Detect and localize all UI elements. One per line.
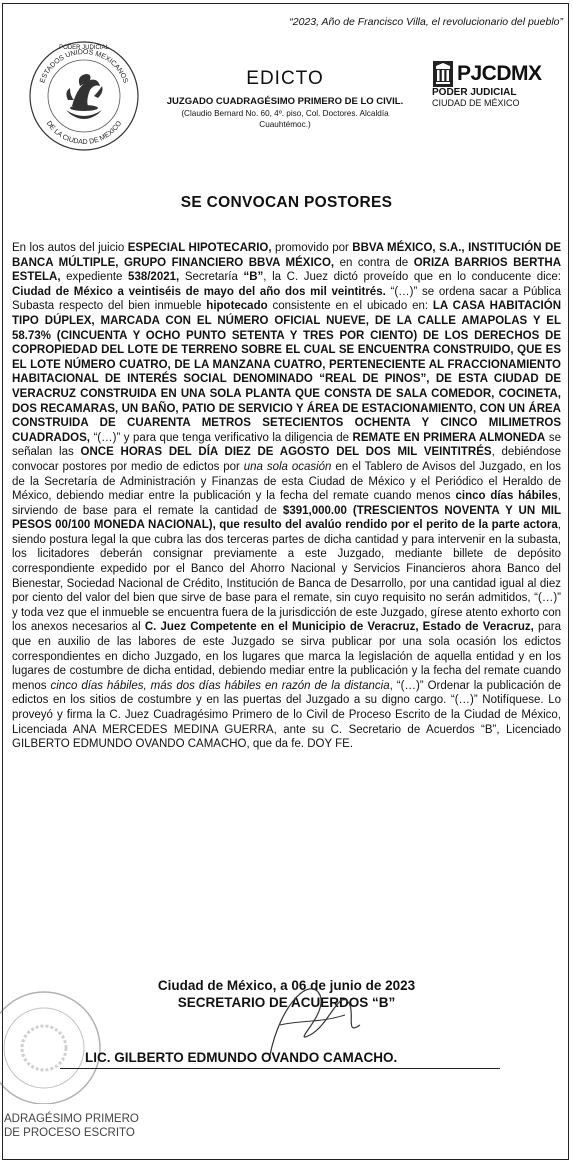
body-text: En los autos del juicio: [12, 242, 128, 254]
signature-role: SECRETARIO DE ACUERDOS “B”: [177, 995, 396, 1010]
body-text: se señalan las: [12, 431, 562, 459]
body-text: expediente: [60, 271, 129, 284]
document-title: EDICTO: [246, 68, 324, 89]
body-italic: cinco días hábiles, más dos días hábiles en razón de la distancia: [50, 679, 390, 692]
body-text: Secretaría: [179, 271, 244, 284]
stamp-text: [4, 1112, 139, 1140]
logo-line-2: CIUDAD DE MÉXICO: [432, 98, 520, 108]
body-bold: hipotecado: [206, 300, 268, 313]
document-header: [165, 68, 405, 130]
seal-ring-label: PODER JUDICIAL: [59, 45, 109, 51]
official-motto: “2023, Año de Francisco Villa, el revolucionario del pueblo”: [289, 16, 563, 28]
signatory-name: LIC. GILBERTO EDMUNDO OVANDO CAMACHO.: [85, 1050, 398, 1065]
body-text: promovido por: [271, 242, 353, 254]
body-text: consistente en el ubicado en:: [267, 300, 433, 313]
seal-ring-top: ESTADOS UNIDOS MEXICANOS: [39, 48, 129, 85]
base-amount: $391,000.00 (TRESCIENTOS NOVENTA Y UN MIL PESOS 00/100 MONEDA NACIONAL), que resulto del avalúo rendido por el perito de la parte actora: [12, 504, 561, 532]
pjcdmx-logo: [432, 60, 564, 108]
defendant-name: ORIZA BARRIOS BERTHA ESTELA,: [12, 256, 562, 284]
body-italic: una sola ocasión: [243, 460, 332, 473]
body-text: , siendo postura legal la que cubra las dos terceras partes de dicha cantidad y para intervenir en la subasta, los licitadores deberán consignar previamente a este Juzgado, mediante billete de depósito correspondiente expedido por el Banco del Ahorro Nacional y Servicios Financieros ahora Banco del Bienestar, Sociedad Nacional de Crédito, Institución de Banca de Desarrollo, por una cantidad igual al diez por ciento del valor del bien que sirve de base para el remate, sin cuyo requisito no serán admitidos, “(…)” y toda vez que el inmueble se encuentra fuera de la jurisdicción de este Juzgado, gírese atento exhorto con los anexos necesarios al: [12, 519, 561, 634]
logo-line-1: PODER JUDICIAL: [432, 87, 517, 98]
body-bold: ESPECIAL HIPOTECARIO,: [127, 242, 272, 254]
property-description: LA CASA HABITACIÓN TIPO DÚPLEX, MARCADA CON EL NÚMERO OFICIAL NUEVE, DE LA CALLE AMAPOLAS Y EL 58.73% (CINCUENTA Y OCHO PUNTO SETENTA Y TRES POR CIENTO) DE LOS DERECHOS DE COPROPIEDAD DEL LOTE DE TERRENO SOBRE EL CUAL SE ENCUENTRA CONSTRUIDO, QUE ES EL LOTE NÚMERO CUATRO, DE LA MANZANA CUATRO, PERTENECIENTE AL FRACCIONAMIENTO HABITACIONAL DE INTERÉS SOCIAL DENOMINADO “REAL DE PINOS”, DE ESTA CIUDAD DE VERACRUZ CONSTRUIDA EN UNA SOLA PLANTA QUE CONSTA DE SALA COMEDOR, COCINETA, DOS RECAMARAS, UN BAÑO, PATIO DE SERVICIO Y ÁREA DE ESTACIONAMIENTO, CON UN ÁREA CONSTRUIDA DE CUARENTA METROS SETECIENTOS OCHENTA Y CINCO MILIMETROS CUADRADOS,: [12, 300, 561, 444]
pjcdmx-logo-icon: [432, 60, 454, 88]
stamp-line-1: ADRAGÉSIMO PRIMERO: [4, 1113, 139, 1125]
court-address: (Claudio Bernard No. 60, 4º. piso, Col. Doctores. Alcaldía Cuauhtémoc.): [181, 109, 389, 129]
body-text: en contra de: [334, 256, 414, 269]
body-text: , sirviendo de base para el remate la cantidad de: [12, 490, 561, 517]
case-number: 538/2021,: [128, 271, 180, 284]
signature-place-date: Ciudad de México, a 06 de junio de 2023: [157, 978, 416, 993]
body-text: “(…)” se ordena sacar a Pública Subasta respecto del bien inmueble: [12, 285, 561, 313]
notice-title: SE CONVOCAN POSTORES: [180, 194, 393, 211]
body-text: “(…)” y para que tenga verificativo la diligencia de: [89, 431, 353, 444]
notice-body: [12, 241, 561, 752]
secretariat: “B”: [243, 271, 264, 284]
body-text: en el Tablero de Avisos del Juzgado, en los de la Secretaría de Administración y Finanzas de esta Ciudad de México y el Periódico el Heraldo de México, debiendo mediar entre la publicación y la fecha del remate cuando menos: [12, 460, 562, 503]
ruling-date: Ciudad de México a veintiséis de mayo del año dos mil veintitrés.: [12, 285, 386, 298]
mexican-coat-of-arms-seal-icon: [28, 40, 140, 152]
court-name: JUZGADO CUADRAGÉSIMO PRIMERO DE LO CIVIL.: [166, 96, 404, 107]
handwritten-signature: [250, 965, 370, 1075]
body-text: , debiéndose convocar postores por medio de edictos por: [12, 446, 561, 473]
competent-judge: C. Juez Competente en el Municipio de Veracruz, Estado de Veracruz,: [144, 621, 534, 634]
auction-date: ONCE HORAS DEL DÍA DIEZ DE AGOSTO DEL DOS MIL VEINTITRÉS: [80, 446, 492, 459]
logo-name: PJCDMX: [457, 62, 542, 85]
body-text: , “(…)” Ordenar la publicación de edictos en los sitios de costumbre y en las puertas del Juzgado a su digno cargo. “(…)” Notifíquese. Lo proveyó y firma la C. Juez Cuadragésimo Primero de lo Civil de Proceso Escrito de la Ciudad de México, Licenciada ANA MERCEDES MEDINA GUERRA, ante su C. Secretario de Acuerdos “B”, Licenciado GILBERTO EDMUNDO OVANDO CAMACHO, que da fe. DOY FE.: [12, 679, 561, 751]
body-text: para que en auxilio de las labores de este Juzgado se sirva publicar por una sola ocasión los edictos correspondientes en dicho Juzgado, en los lugares que marca la legislación de aquella entidad y en los lugares de costumbre de dicha entidad, debiendo mediar entre la publicación y la fecha del remate cuando menos: [12, 621, 561, 692]
stamp-line-2: DE PROCESO ESCRITO: [4, 1127, 135, 1139]
auction-type: REMATE EN PRIMERA ALMONEDA: [352, 431, 546, 444]
body-bold: cinco días hábiles: [455, 490, 558, 503]
plaintiff-name: BBVA MÉXICO, S.A., INSTITUCIÓN DE BANCA MÚLTIPLE, GRUPO FINANCIERO BBVA MÉXICO,: [12, 242, 561, 269]
body-text: , la C. Juez dictó proveído que en lo conducente dice:: [263, 271, 561, 284]
seal-ring-bottom: DE LA CIUDAD DE MEXICO: [44, 120, 124, 147]
